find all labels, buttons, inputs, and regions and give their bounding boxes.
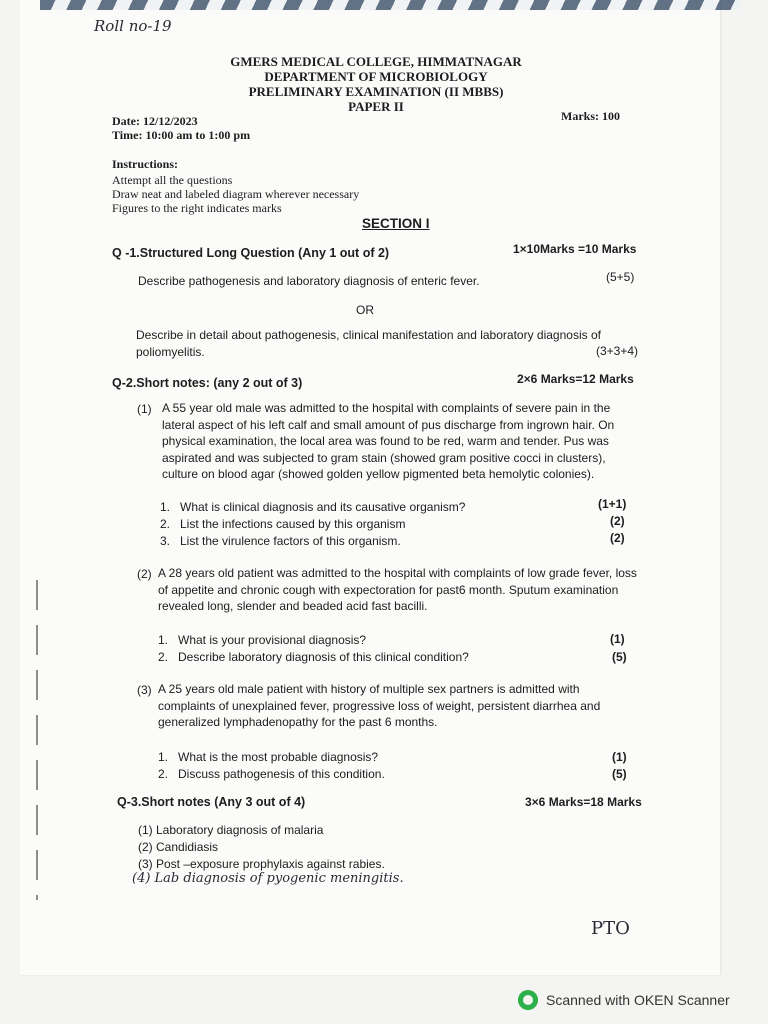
case-question-number: 3. [160,534,171,548]
exam-time: Time: 10:00 am to 1:00 pm [112,128,251,142]
case-question-number: 2. [158,650,169,664]
top-strip [40,0,740,10]
instruction-line: Draw neat and labeled diagram wherever necessary [112,187,360,201]
case-question-number: 1. [160,500,171,514]
exam-date: Date: 12/12/2023 [112,114,198,128]
case-question: List the infections caused by this organism [180,517,406,531]
case-question-marks: (5) [612,650,627,664]
pto-handwritten: PTO [591,918,630,939]
q1-option-b-marks: (3+3+4) [596,344,639,358]
q3-marks: 3×6 Marks=18 Marks [525,795,642,809]
case-text: A 25 years old male patient with history of multiple sex partners is admitted with complaints of unexplained fever, progressive loss of weight, persistent diarrhea and generalized lymphadenopathy for the past 6 months. [158,682,601,729]
q3-item: (3) Post –exposure prophylaxis against rabies. [138,857,385,871]
case-question-marks: (1) [612,750,627,764]
q1-option-a-marks: (5+5) [606,270,635,284]
exam-paper [20,0,720,975]
instruction-line: Attempt all the questions [112,173,233,187]
total-marks: Marks: 100 [561,109,620,123]
roll-number-handwritten: Roll no-19 [94,17,172,35]
q3-item: (1) Laboratory diagnosis of malaria [138,823,324,837]
paper-name: PAPER II [348,99,404,114]
section-title: SECTION I [362,216,430,231]
q3-title: Q-3.Short notes (Any 3 out of 4) [117,795,306,809]
case-number: (2) [137,567,152,581]
exam-name: PRELIMINARY EXAMINATION (II MBBS) [248,84,504,99]
case-question-marks: (2) [610,514,625,528]
case-question: Describe laboratory diagnosis of this clinical condition? [178,650,469,664]
college-name: GMERS MEDICAL COLLEGE, HIMMATNAGAR [230,54,522,69]
case-question: What is your provisional diagnosis? [178,633,367,647]
case-question-number: 1. [158,633,169,647]
q1-option-b: Describe in detail about pathogenesis, clinical manifestation and laboratory diagnosis of poliomyelitis. [136,328,601,359]
department-name: DEPARTMENT OF MICROBIOLOGY [264,69,488,84]
or-divider: OR [356,303,374,317]
case-question-marks: (1+1) [598,497,627,511]
case-number: (1) [137,402,152,416]
case-number: (3) [137,683,152,697]
case-text: A 55 year old male was admitted to the hospital with complaints of severe pain in the lateral aspect of his left calf and small amount of pus discharge from ingrown hair. On physical examination, the local area was found to be red, warm and tender. Pus was aspirated and was subjected to gram stain (showed gram positive cocci in clusters), culture on blood agar (showed golden yellow pigmented beta hemolytic colonies). [162,401,615,481]
q3-item: (2) Candidiasis [138,840,219,854]
oken-scanner-logo-icon [518,990,538,1010]
case-question-number: 2. [160,517,171,531]
case-question: What is the most probable diagnosis? [178,750,379,764]
case-question-marks: (1) [610,632,625,646]
case-question-number: 1. [158,750,169,764]
case-question-marks: (5) [612,767,627,781]
instructions-title: Instructions: [112,157,179,171]
q2-title: Q-2.Short notes: (any 2 out of 3) [112,376,303,390]
q3-item-handwritten: (4) Lab diagnosis of pyogenic meningitis. [132,871,404,886]
case-text: A 28 years old patient was admitted to the hospital with complaints of low grade fever, loss of appetite and chronic cough with expectoration for past6 month. Sputum examination revealed long, slender and beaded acid fast bacilli. [158,566,637,613]
case-question-marks: (2) [610,531,625,545]
case-question-number: 2. [158,767,169,781]
q2-marks: 2×6 Marks=12 Marks [517,372,634,386]
paper-edge-shadow [36,580,38,900]
case-question: What is clinical diagnosis and its causative organism? [180,500,466,514]
q1-marks: 1×10Marks =10 Marks [513,242,637,256]
instruction-line: Figures to the right indicates marks [112,201,282,215]
scanner-watermark [518,990,730,1010]
case-question: Discuss pathogenesis of this condition. [178,767,385,781]
q1-title: Q -1.Structured Long Question (Any 1 out of 2) [112,246,390,260]
q1-option-a: Describe pathogenesis and laboratory diagnosis of enteric fever. [138,274,480,288]
scanner-text: Scanned with OKEN Scanner [546,992,730,1008]
case-question: List the virulence factors of this organism. [180,534,401,548]
